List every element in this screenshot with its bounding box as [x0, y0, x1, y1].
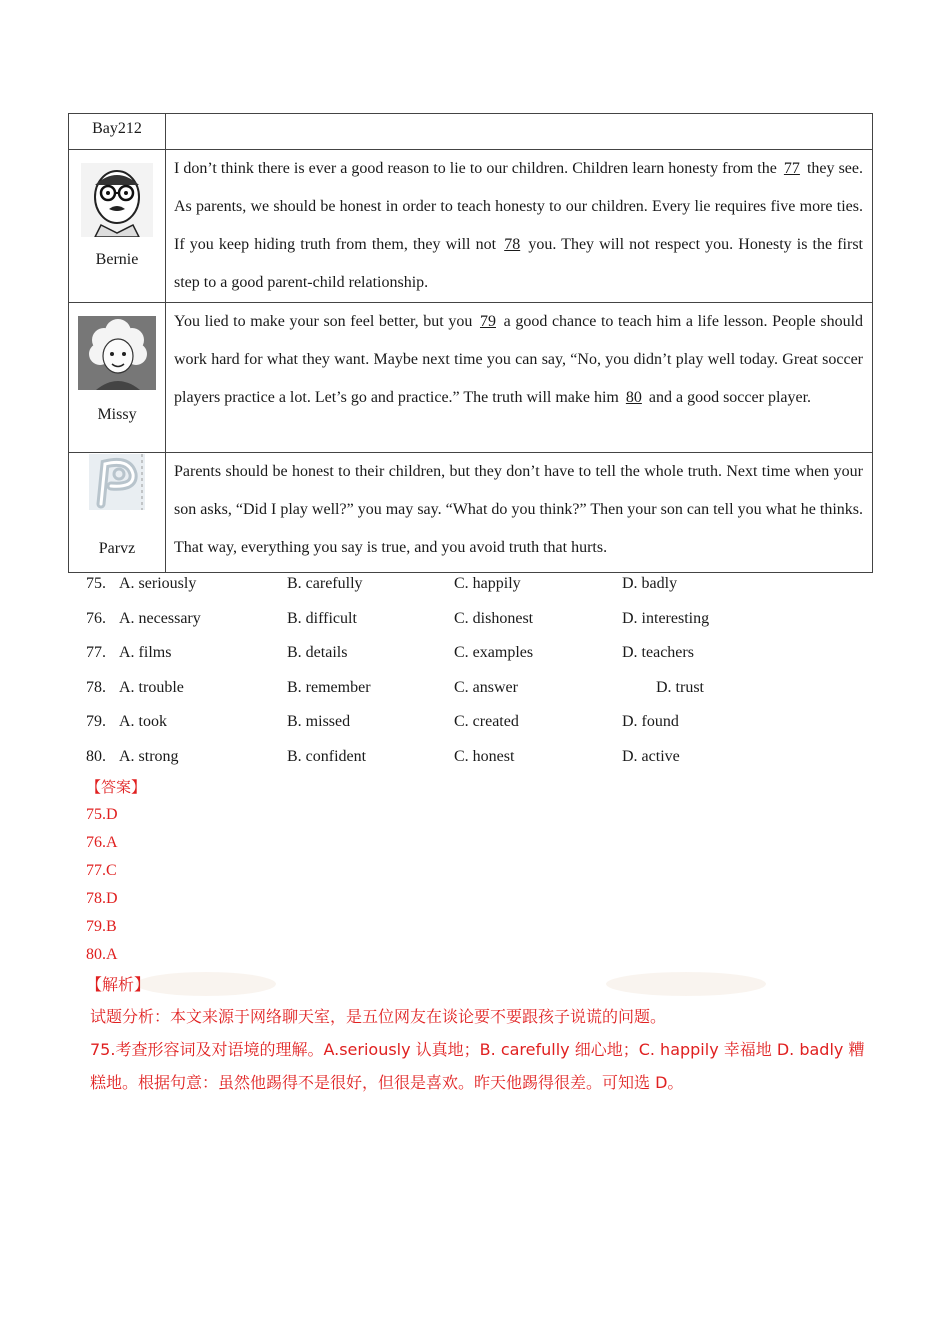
header-post-cell — [166, 114, 873, 150]
blank-79: 79 — [479, 313, 496, 330]
question-number: 78. — [86, 678, 106, 696]
answer-item: 78.D — [86, 890, 118, 907]
option-row-76 — [86, 608, 886, 643]
option-d: D. found — [622, 713, 679, 731]
answer-item: 77.C — [86, 862, 117, 879]
option-row-75 — [86, 573, 886, 608]
blank-78: 78 — [504, 236, 521, 253]
option-d: D. teachers — [622, 644, 694, 662]
post-row-parvz — [69, 453, 873, 573]
analysis-paragraph-1: 试题分析：本文来源于网络聊天室，是五位网友在谈论要不要跟孩子说谎的问题。 — [90, 1007, 667, 1026]
answer-key — [86, 775, 146, 969]
option-d: D. badly — [622, 575, 678, 592]
option-c: C. examples — [454, 644, 534, 662]
option-c: C. dishonest — [454, 609, 534, 627]
forum-header-row — [69, 114, 873, 150]
analysis-section — [86, 970, 876, 1099]
answer-heading: 【答案】 — [86, 778, 147, 796]
option-a: A. took — [119, 713, 167, 731]
curly-haired-woman-icon — [78, 316, 156, 390]
option-row-80 — [86, 746, 886, 781]
username-bernie: Bernie — [95, 251, 139, 268]
answer-options — [86, 573, 886, 781]
option-d: D. interesting — [622, 609, 710, 627]
post-row-bernie — [69, 150, 873, 303]
option-b: B. carefully — [287, 575, 363, 592]
analysis-heading: 【解析】 — [86, 975, 151, 994]
option-a: A. necessary — [119, 609, 201, 627]
header-username: Bay212 — [92, 120, 142, 137]
user-cell-parvz — [69, 453, 166, 573]
question-number: 77. — [86, 644, 106, 662]
question-number: 80. — [86, 747, 106, 765]
option-b: B. details — [287, 644, 348, 662]
post-text-missy: You lied to make your son feel better, but you 79 a good chance to teach him a life lesson. People should work hard for what they want. Maybe next time you can say, “No, you didn’t play well today. Great soccer players practice a lot. Let’s go and practice.” The truth will make him 80 and a good soccer player. — [166, 303, 873, 453]
question-number: 75. — [86, 575, 106, 592]
username-missy: Missy — [97, 406, 137, 423]
user-cell-missy — [69, 303, 166, 453]
blank-80: 80 — [625, 389, 642, 406]
option-c: C. created — [454, 713, 519, 731]
option-a: A. films — [119, 644, 172, 662]
answer-item: 75.D — [86, 806, 118, 823]
username-parvz: Parvz — [98, 540, 136, 557]
option-b: B. remember — [287, 678, 371, 696]
forum-table — [68, 113, 873, 573]
option-c: C. honest — [454, 747, 515, 765]
option-row-78 — [86, 677, 886, 712]
option-row-79 — [86, 711, 886, 746]
blank-77: 77 — [783, 160, 800, 177]
post-text-parvz: Parents should be honest to their children, but they don’t have to tell the whole truth. Next time when your son asks, “Did I play well?” you may say. “What do you think?” Then your son can tell you what he thinks. That way, everything you say is true, and you avoid truth that hurts. — [166, 453, 873, 573]
answer-item: 79.B — [86, 918, 117, 935]
option-b: B. difficult — [287, 609, 357, 627]
header-user-cell — [69, 114, 166, 150]
option-c: C. happily — [454, 575, 521, 592]
man-with-glasses-icon — [81, 163, 153, 237]
option-a: A. seriously — [119, 575, 197, 592]
option-a: A. strong — [119, 747, 179, 765]
question-number: 76. — [86, 609, 106, 627]
option-c: C. answer — [454, 678, 518, 696]
option-row-77 — [86, 642, 886, 677]
answer-item: 76.A — [86, 834, 118, 851]
user-cell-bernie — [69, 150, 166, 303]
option-b: B. confident — [287, 747, 367, 765]
question-number: 79. — [86, 713, 106, 731]
post-text-bernie: I don’t think there is ever a good reason to lie to our children. Children learn honesty from the 77 they see. As parents, we should be honest in order to teach honesty to our children. Every lie requires five more ties. If you keep hiding truth from them, they will not 78 you. They will not respect you. Honesty is the first step to a good parent-child relationship. — [166, 150, 873, 303]
letter-p-logo-icon — [89, 454, 145, 510]
option-d: D. active — [622, 747, 680, 765]
option-b: B. missed — [287, 713, 351, 731]
answer-item: 80.A — [86, 946, 118, 963]
analysis-paragraph-2: 75.考查形容词及对语境的理解。A.seriously 认真地；B. carefully 细心地；C. happily 幸福地 D. badly 糟糕地。根据句意：虽然他踢得不是很好，但很是喜欢。昨天他踢得很差。可知选 D。 — [90, 1040, 865, 1092]
post-row-missy — [69, 303, 873, 453]
option-a: A. trouble — [119, 678, 184, 696]
option-d: D. trust — [656, 678, 704, 696]
